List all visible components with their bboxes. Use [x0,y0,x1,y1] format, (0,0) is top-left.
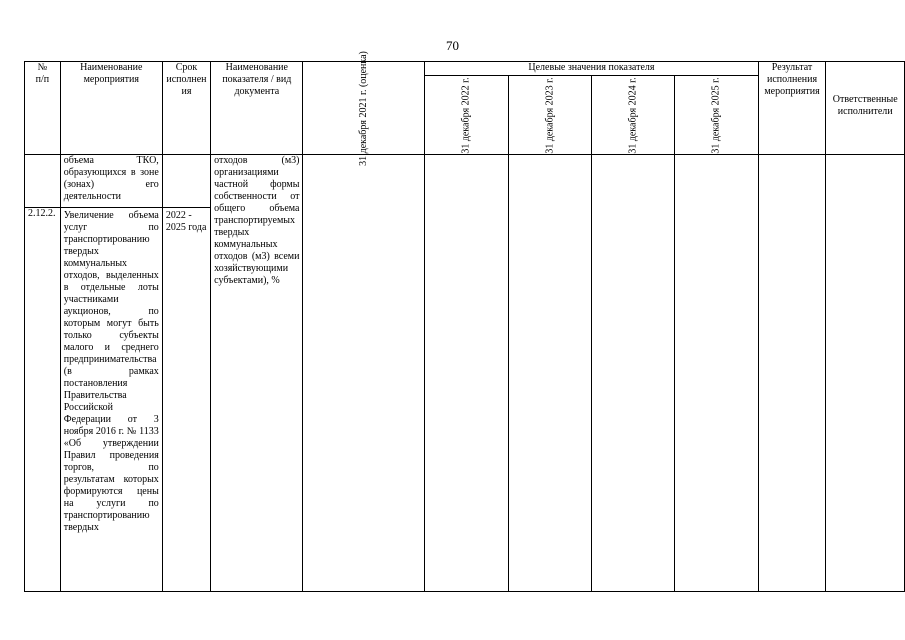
measures-table [24,50,905,592]
row-deadline: 2022 - 2025 года [162,208,210,592]
row-indicator: отходов (м3) организациями частной формы собственности от общего объема транспортируемых твердых коммунальных отходов (м3) всеми хозяйствующими субъектами), % [211,155,303,592]
cell-2023 [508,155,591,592]
header-deadline: Срок исполнен ия [162,62,210,155]
row-deadline [162,155,210,208]
cell-result [758,155,826,592]
row-name: объема ТКО, образующихся в зоне (зонах) его деятельности [60,155,162,208]
header-year-2022: 31 декабря 2022 г. [425,76,508,155]
header-indicator: Наименование показателя / вид документа [211,62,303,155]
header-name: Наименование мероприятия [60,62,162,155]
cell-responsible [826,155,905,592]
header-target-values: Целевые значения показателя [425,62,758,76]
cell-2022 [425,155,508,592]
page-number: 70 [446,38,459,53]
cell-2025 [675,155,758,592]
header-row-top [25,62,905,76]
cell-2024 [591,155,674,592]
header-result: Результат исполнения мероприятия [758,62,826,155]
header-base-value: 31 декабря 2021 г. (оценка) [303,62,425,155]
header-year-2025: 31 декабря 2025 г. [675,76,758,155]
header-year-2023: 31 декабря 2023 г. [508,76,591,155]
header-num: № п/п [25,62,61,155]
header-year-2024: 31 декабря 2024 г. [591,76,674,155]
cell-base [303,155,425,592]
table-row [25,155,905,208]
row-num: 2.12.2. [25,208,61,592]
row-name: Увеличение объема услуг по транспортированию твердых коммунальных отходов, выделенных в отдельные лоты участниками аукционов, по которым могут быть только субъекты малого и среднего предпринимательства (в рамках постановления Правительства Российской Федерации от 3 ноября 2016 г. № 1133 «Об утверждении Правил проведения торгов, по результатам которых формируются цены на услуги по транспортированию твердых [60,208,162,592]
row-num [25,155,61,208]
header-responsible: Ответственные исполнители [826,62,905,155]
